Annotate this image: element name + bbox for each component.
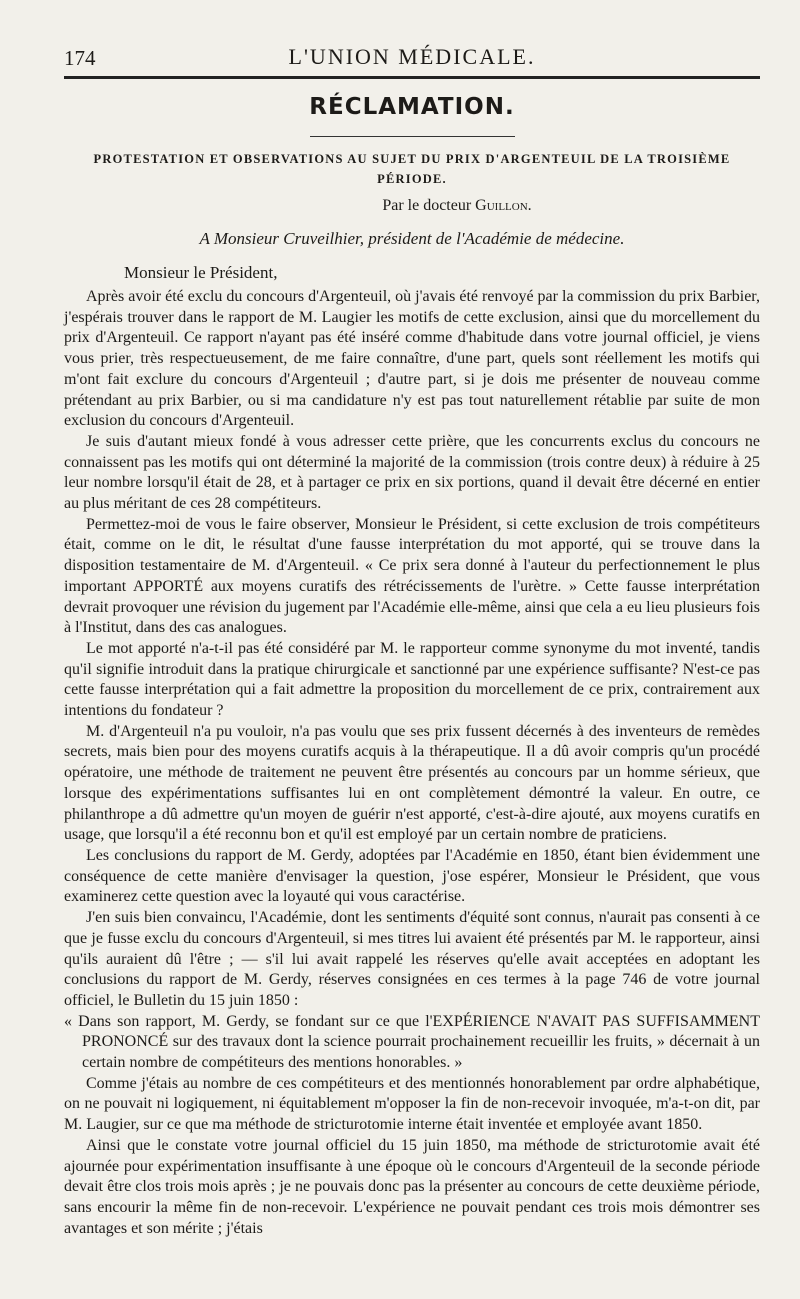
paragraph: M. d'Argenteuil n'a pu vouloir, n'a pas voulu que ses prix fussent décernés à des inventeurs de remèdes secrets, mais bien pour des moyens curatifs acquis à la thérapeutique. Il a dû avoir compris qu'un procédé opératoire, une méthode de traitement ne peuvent être présentés au concours par un homme sérieux, que lorsque des expérimentations suffisantes lui en ont complètement démontré la valeur. En outre, ce philanthrope a dû admettre qu'un moyen de guérir n'est apporté, c'est-à-dire ajouté, aux moyens curatifs en usage, que lorsqu'il a été reconnu bon et qu'il est employé par un certain nombre de praticiens. <box>64 722 760 844</box>
paragraph: Après avoir été exclu du concours d'Argenteuil, où j'avais été renvoyé par la commission du prix Barbier, j'espérais trouver dans le rapport de M. Laugier les motifs de cette exclusion, ainsi que du morcellement du prix d'Argenteuil. Ce rapport n'ayant pas été inséré comme d'habitude dans votre journal officiel, je viens vous prier, très respectueusement, de me faire connaître, d'une part, quels sont réellement les motifs qui m'ont fait exclure du concours d'Argenteuil ; d'autre part, si je dois me présenter de nouveau comme prétendant au prix Barbier, ou si ma candidature n'y est pas tout naturellement rétablie par suite de mon exclusion du concours d'Argenteuil. <box>64 288 760 430</box>
page-number: 174 <box>64 46 96 70</box>
article-subtitle <box>64 149 760 189</box>
salutation: Monsieur le Président, <box>124 263 278 282</box>
byline <box>64 197 760 215</box>
byline-prefix: Par le docteur <box>382 197 472 214</box>
subtitle-line-2: PÉRIODE. <box>377 172 447 186</box>
paragraph: Je suis d'autant mieux fondé à vous adresser cette prière, que les concurrents exclus du concours ne connaissent pas les motifs qui ont déterminé la majorité de la commission (trois contre deux) à réduire à 25 leur nombre lorsqu'il était de 28, et à partager ce prix en six portions, quand il devait être décerné en entier au plus méritant de ces 28 compétiteurs. <box>64 432 760 513</box>
header-rule <box>64 76 760 79</box>
subtitle-line-1: PROTESTATION ET OBSERVATIONS AU SUJET DU PRIX D'ARGENTEUIL DE LA TROISIÈME <box>93 152 731 166</box>
journal-title: L'UNION MÉDICALE. <box>288 44 536 69</box>
paragraph: J'en suis bien convaincu, l'Académie, dont les sentiments d'équité sont connus, n'aurait pas consenti à ce que je fusse exclu du concours d'Argenteuil, si mes titres lui avaient été présentés par M. le rapporteur, ainsi qu'ils auraient dû l'être ; — s'il lui avait rappelé les réserves qu'elle avait acceptées en adoptant les conclusions du rapport de M. Gerdy, réserves consignées en ces termes à la page 746 de votre journal officiel, le Bulletin du 15 juin 1850 : <box>64 909 760 1009</box>
paragraph: Les conclusions du rapport de M. Gerdy, adoptées par l'Académie en 1850, étant bien évidemment une conséquence de cette manière d'envisager la question, j'ose espérer, Monsieur le Président, que vous examinerez cette question avec la loyauté qui vous caractérise. <box>64 846 760 906</box>
paragraph: Permettez-moi de vous le faire observer, Monsieur le Président, si cette exclusion de trois compétiteurs était, comme on le dit, le résultat d'une fausse interprétation du mot apporté, qui se trouve dans la disposition testamentaire de M. d'Argenteuil. « Ce prix sera donné à l'auteur du perfectionnement le plus important APPORTÉ aux moyens curatifs des rétrécissements de l'urètre. » Cette fausse interprétation devrait provoquer une révision du jugement par l'Académie elle-même, ainsi que cela a eu lieu plusieurs fois à l'Institut, dans des cas analogues. <box>64 515 760 637</box>
paragraph: Ainsi que le constate votre journal officiel du 15 juin 1850, ma méthode de stricturotomie avait été ajournée pour expérimentation insuffisante à une époque où le concours d'Argenteuil de la seconde période devait être clos trois mois après ; je ne pouvais donc pas la présenter au concours de cette deuxième période, sans encourir la même fin de non-recevoir. L'expérience ne pouvait pendant ces trois mois démontrer ses avantages et son mérite ; j'étais <box>64 1136 760 1237</box>
paragraph: Comme j'étais au nombre de ces compétiteurs et des mentionnés honorablement par ordre alphabétique, on ne pouvait ni logiquement, ni équitablement m'opposer la fin de non-recevoir invoquée, m'a-t-on dit, par M. Laugier, sur ce que ma méthode de stricturotomie interne était inventée et employée avant 1850. <box>64 1074 760 1134</box>
byline-author: Guillon. <box>475 197 532 214</box>
running-head <box>64 0 760 80</box>
article-body <box>64 287 760 1239</box>
section-title: RÉCLAMATION. <box>309 94 515 120</box>
quotation: « Dans son rapport, M. Gerdy, se fondant sur ce que l'EXPÉRIENCE N'AVAIT PAS SUFFISAMMENT PRONONCÉ sur des travaux dont la science pourrait prochainement recueillir les fruits, » décernait à un certain nombre de compétiteurs des mentions honorables. » <box>64 1012 760 1072</box>
paragraph: Le mot apporté n'a-t-il pas été considéré par M. le rapporteur comme synonyme du mot inventé, tandis qu'il signifie introduit dans la pratique chirurgicale et sanctionné par une expérience suffisante? N'est-ce pas cette fausse interprétation qui a fait admettre la proposition du morcellement de ce prix, contrairement aux intentions du fondateur ? <box>64 639 760 720</box>
title-rule <box>310 136 515 137</box>
addressee: A Monsieur Cruveilhier, président de l'Académie de médecine. <box>199 229 625 248</box>
